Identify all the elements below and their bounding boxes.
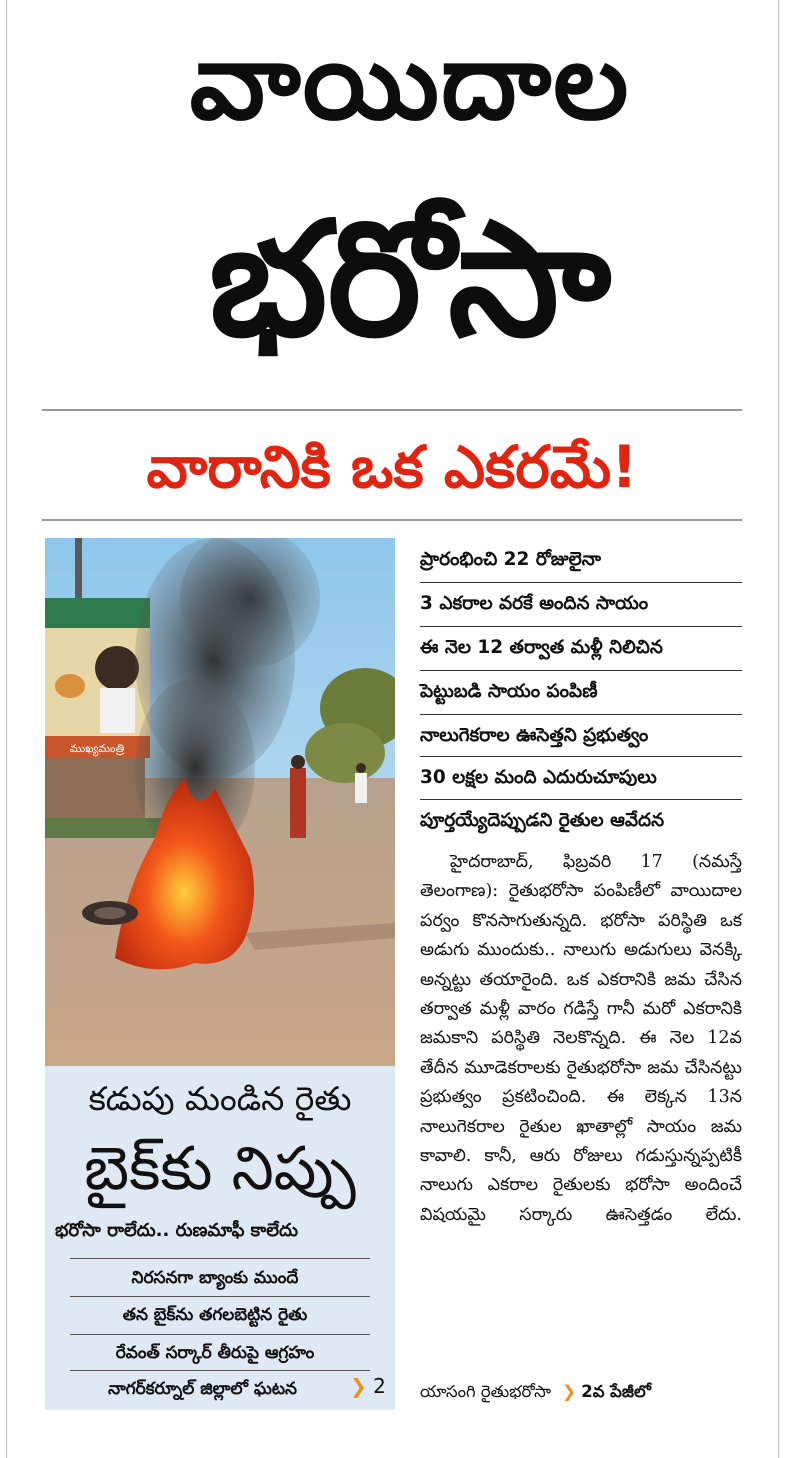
highlight-item: పూర్తయ్యేదెప్పుడని రైతుల ఆవేదన [420,810,665,831]
sidebar-tagline: భరోసా రాలేదు.. రుణమాఫీ కాలేదు [55,1220,298,1241]
article-body [420,848,742,1230]
highlight-item: 3 ఎకరాల వరకే అందిన సాయం [420,593,649,614]
sidebar-rule [70,1258,370,1259]
sidebar-kicker: కడుపు మండిన రైతు [88,1079,352,1118]
billboard-text: ముఖ్యమంత్రి [69,742,125,755]
sidebar-rule [70,1296,370,1297]
sidebar-bullet: తన బైక్‌ను తగలబెట్టిన రైతు [122,1305,308,1325]
highlight-rule [420,714,742,715]
highlight-rule [420,582,742,583]
sidebar-headline: బైక్‌కు నిప్పు [84,1134,356,1204]
continuation-line [420,1377,651,1407]
headline-line-1: వాయిదాల [189,20,631,143]
chevron-right-icon: ❯ [350,1374,367,1398]
sidebar-page-number: 2 [373,1374,386,1398]
article-paragraph: హైదరాబాద్, ఫిబ్రవరి 17 (నమస్తే తెలంగాణ): రైతుభరోసా పంపిణీలో వాయిదాల పర్వం కొనసాగుతున్నది. భరోసా పరిస్థితి ఒక అడుగు ముందుకు.. నాలుగు అడుగులు వెనక్కి అన్నట్టు తయారైంది. ఒక ఎకరానికి జమ చేసిన తర్వాత మళ్లీ వారం గడిస్తే గానీ మరో ఎకరానికి జమకాని పరిస్థితి నెలకొన్నది. ఈ నెల 12వ తేదీన మూడెకరాలకు రైతుభరోసా జమ చేసినట్టు ప్రభుత్వం ప్రకటించింది. ఈ లెక్కన 13న నాలుగెకరాల రైతుల ఖాతాల్లో సాయం జమ కావాలి. కానీ, ఆరు రోజులు గడుస్తున్నప్పటికీ నాలుగు ఎకరాల రైతులకు భరోసా అందించే విషయమై సర్కారు ఊసెత్తడం లేదు. [420,852,742,1225]
highlight-item: పెట్టుబడి సాయం పంపిణీ [420,681,598,702]
sidebar-bullet: రేవంత్ సర్కార్ తీరుపై ఆగ్రహం [115,1343,315,1363]
highlight-rule [420,799,742,800]
sidebar-rule [70,1370,370,1371]
sidebar-rule [70,1334,370,1335]
divider-top [42,409,742,411]
highlight-item: ఈ నెల 12 తర్వాత మళ్లీ నిలిచిన [420,637,663,658]
chevron-right-icon: ❯ [556,1382,576,1401]
highlight-item: నాలుగెకరాల ఊసెత్తని ప్రభుత్వం [420,725,649,746]
left-page-edge [6,0,7,1458]
sidebar-page-ref [350,1372,386,1400]
sidebar-bullet: నాగర్‌కర్నూల్ జిల్లాలో ఘటన [108,1379,297,1399]
highlight-item: ప్రారంభించి 22 రోజులైనా [420,549,601,570]
highlight-rule [420,670,742,671]
highlight-rule [420,626,742,627]
continuation-text: యాసంగి రైతుభరోసా [420,1382,552,1401]
headline-line-2: భరోసా [208,188,612,372]
news-photo [45,538,395,1066]
highlight-item: 30 లక్షల మంది ఎదురుచూపులు [420,767,657,788]
subheadline: వారానికి ఒక ఎకరమే! [146,433,638,501]
highlight-rule [420,756,742,757]
divider-bottom [42,519,742,521]
burning-bike-photo [45,538,395,1066]
continuation-ref: 2వ పేజీలో [581,1382,651,1401]
sidebar-bullet: నిరసనగా బ్యాంకు ముందే [131,1268,299,1288]
